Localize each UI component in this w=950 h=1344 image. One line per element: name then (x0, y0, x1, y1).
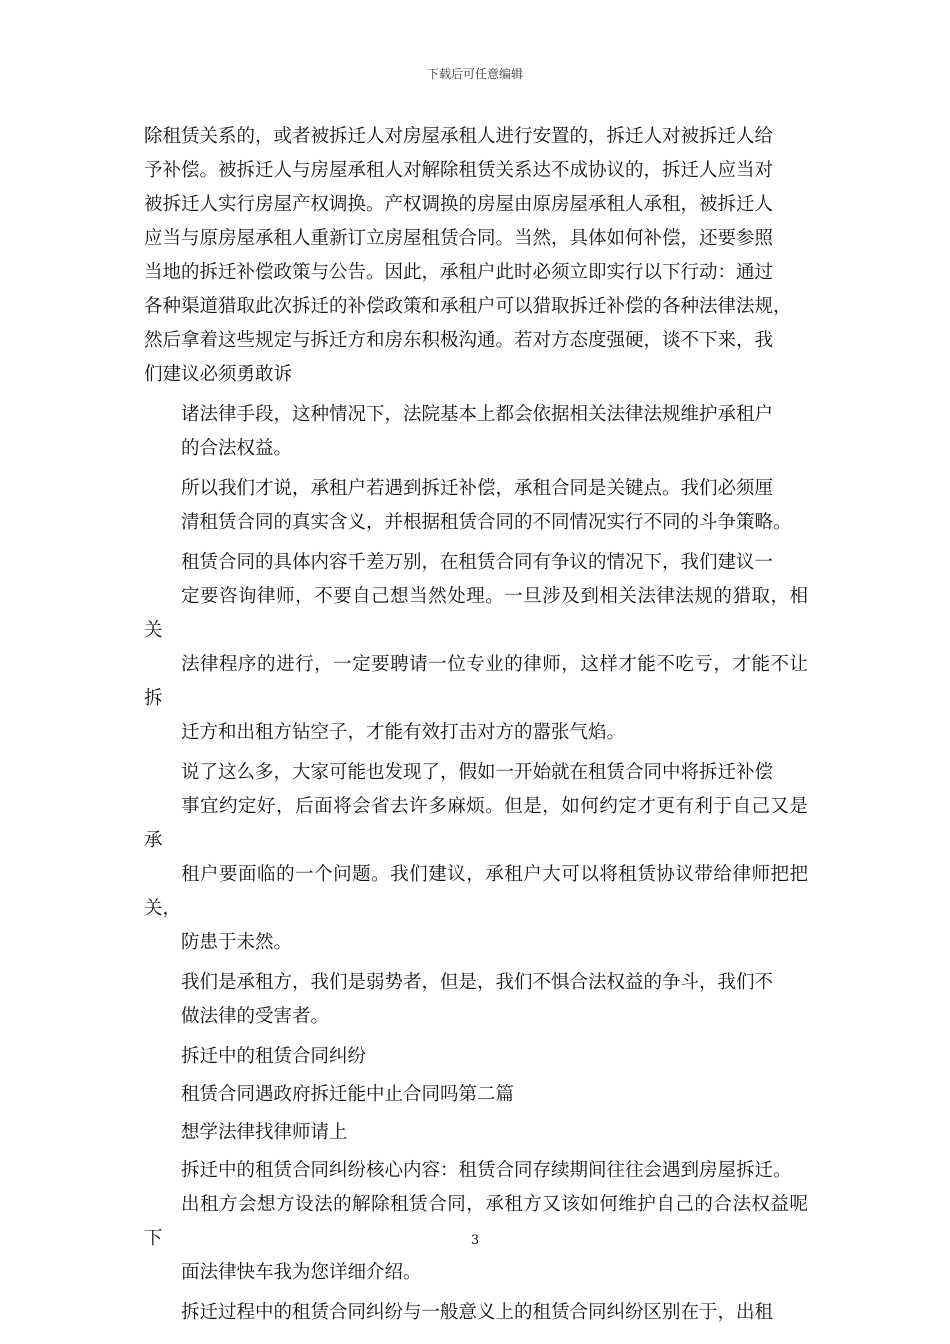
paragraph (144, 472, 808, 540)
section-heading: 想学法律找律师请上 (181, 1122, 348, 1143)
paragraph (144, 1296, 808, 1330)
section-heading: 拆迁中的租赁合同纠纷 (181, 1046, 367, 1067)
document-body (144, 120, 808, 1336)
text-line: 面法律快车我为您详细介绍。 (181, 1262, 422, 1283)
paragraph (144, 966, 808, 1034)
text-line: 我们是承租方，我们是弱势者，但是，我们不惧合法权益的争斗，我们不 (181, 972, 774, 993)
text-line: 诸法律手段，这种情况下，法院基本上都会依据相关法律法规维护承租户 (181, 404, 774, 425)
page-number: 3 (470, 1233, 480, 1248)
text-line: 除租赁关系的，或者被拆迁人对房屋承租人进行安置的，拆迁人对被拆迁人给 (144, 126, 774, 147)
text-line: 租户要面临的一个问题。我们建议，承租户大可以将租赁协议带给律师把把关， (144, 864, 808, 919)
text-line: 定要咨询律师，不要自己想当然处理。一旦涉及到相关法律法规的猎取，相关 (144, 586, 808, 641)
paragraph (144, 546, 808, 750)
text-line: 的合法权益。 (181, 438, 293, 459)
text-line: 清租赁合同的真实含义，并根据租赁合同的不同情况实行不同的斗争策略。 (181, 512, 792, 533)
text-line: 们建议必须勇敢诉 (144, 364, 293, 385)
text-line: 租赁合同的具体内容千差万别，在租赁合同有争议的情况下，我们建议一 (181, 552, 774, 573)
paragraph (144, 120, 808, 392)
paragraph (144, 398, 808, 466)
text-line: 拆迁过程中的租赁合同纠纷与一般意义上的租赁合同纠纷区别在于，出租 (181, 1302, 774, 1323)
text-line: 被拆迁人实行房屋产权调换。产权调换的房屋由原房屋承租人承租，被拆迁人 (144, 194, 774, 215)
text-line: 出租方会想方设法的解除租赁合同，承租方又该如何维护自己的合法权益呢下 (144, 1194, 808, 1249)
paragraph-group (144, 120, 808, 1034)
text-line: 事宜约定好，后面将会省去许多麻烦。但是，如何约定才更有利于自己又是承 (144, 796, 808, 851)
paragraph (144, 756, 808, 960)
text-line: 予补偿。被拆迁人与房屋承租人对解除租赁关系达不成协议的，拆迁人应当对 (144, 160, 774, 181)
heading-group (144, 1040, 808, 1150)
text-line: 当地的拆迁补偿政策与公告。因此，承租户此时必须立即实行以下行动：通过 (144, 262, 774, 283)
text-line: 迁方和出租方钻空子，才能有效打击对方的嚣张气焰。 (181, 722, 626, 743)
text-line: 防患于未然。 (181, 932, 293, 953)
text-line: 说了这么多，大家可能也发现了，假如一开始就在租赁合同中将拆迁补偿 (181, 762, 774, 783)
text-line: 然后拿着这些规定与拆迁方和房东积极沟通。若对方态度强硬，谈不下来，我 (144, 330, 774, 351)
text-line: 做法律的受害者。 (181, 1006, 330, 1027)
page-header: 下载后可任意编辑 (426, 67, 523, 81)
paragraph (144, 1154, 808, 1290)
text-line: 拆迁中的租赁合同纠纷核心内容：租赁合同存续期间往往会遇到房屋拆迁。 (181, 1160, 792, 1181)
text-line: 应当与原房屋承租人重新订立房屋租赁合同。当然，具体如何补偿，还要参照 (144, 228, 774, 249)
text-line: 法律程序的进行，一定要聘请一位专业的律师，这样才能不吃亏，才能不让拆 (144, 654, 808, 709)
text-line: 各种渠道猎取此次拆迁的补偿政策和承租户可以猎取拆迁补偿的各种法律法规， (144, 296, 792, 317)
text-line: 所以我们才说，承租户若遇到拆迁补偿，承租合同是关键点。我们必须厘 (181, 478, 774, 499)
section-heading: 租赁合同遇政府拆迁能中止合同吗第二篇 (181, 1084, 515, 1105)
